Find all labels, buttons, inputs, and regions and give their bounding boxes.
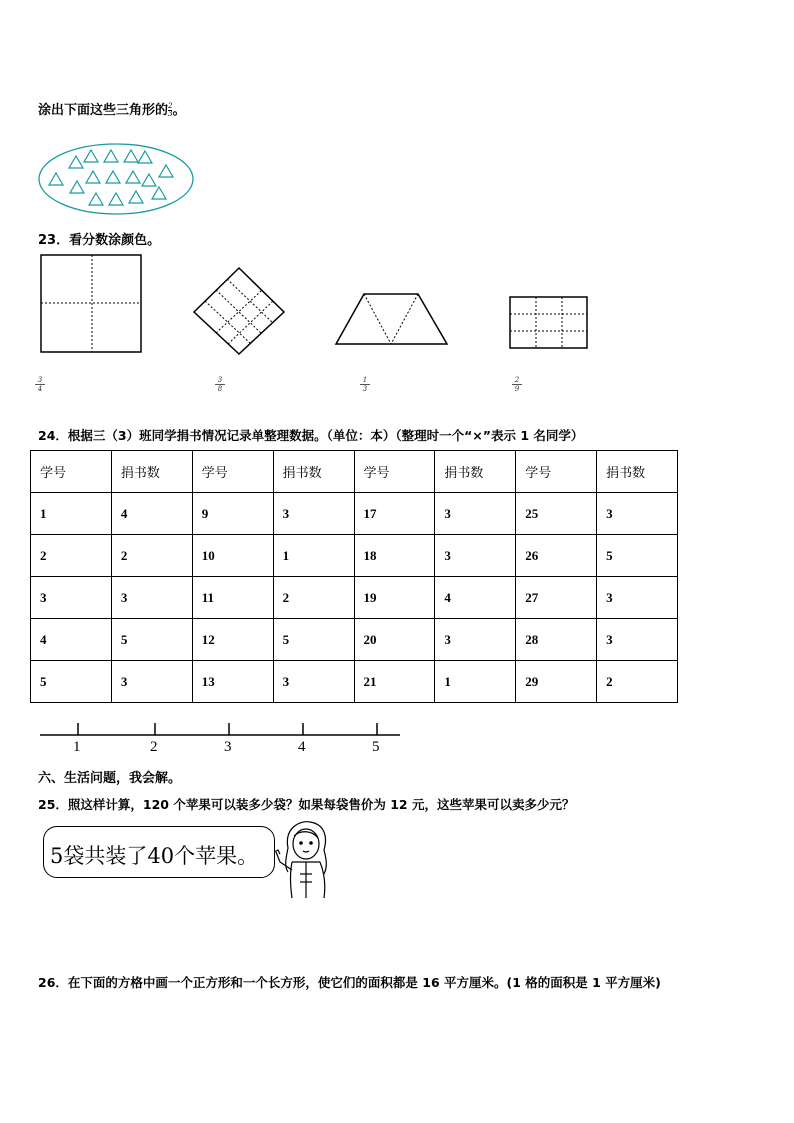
table-cell: 19 — [354, 577, 435, 619]
table-cell: 25 — [516, 493, 597, 535]
table-header-cell: 捐书数 — [111, 451, 192, 493]
triangle — [138, 151, 152, 163]
table-cell: 5 — [597, 535, 678, 577]
axis-tick-label: 3 — [224, 739, 232, 755]
table-cell: 5 — [31, 661, 112, 703]
triangle — [49, 173, 63, 185]
q23-fraction-1: $\frac{3}{4}$ — [35, 376, 45, 393]
table-header-cell: 学号 — [354, 451, 435, 493]
q23-trapezoid-figure — [334, 292, 450, 346]
triangle — [129, 191, 143, 203]
table-cell: 1 — [273, 535, 354, 577]
table-header-cell: 捐书数 — [597, 451, 678, 493]
table-row — [31, 535, 678, 577]
q26-title: 26．在下面的方格中画一个正方形和一个长方形，使它们的面积都是 16 平方厘米。(1 格的面积是 1 平方厘米) — [38, 975, 661, 990]
table-cell: 5 — [111, 619, 192, 661]
table-cell: 2 — [597, 661, 678, 703]
table-cell: 4 — [31, 619, 112, 661]
table-cell: 17 — [354, 493, 435, 535]
table-header-row — [31, 451, 678, 493]
table-cell: 20 — [354, 619, 435, 661]
table-cell: 27 — [516, 577, 597, 619]
q22-fraction: $\frac{2}{3}$ — [168, 102, 173, 118]
triangle — [89, 193, 103, 205]
table-row — [31, 493, 678, 535]
table-header-cell: 捐书数 — [435, 451, 516, 493]
table-cell: 3 — [31, 577, 112, 619]
triangle — [69, 156, 83, 168]
tally-axis — [38, 720, 402, 740]
triangle-group-ellipse — [39, 144, 193, 214]
table-cell: 2 — [273, 577, 354, 619]
axis-tick-label: 5 — [372, 739, 380, 755]
q22-instruction — [38, 99, 186, 118]
table-cell: 4 — [111, 493, 192, 535]
q23-title: 23．看分数涂颜色。 — [38, 233, 161, 248]
triangle — [104, 150, 118, 162]
axis-tick-label: 2 — [150, 739, 158, 755]
table-cell: 3 — [435, 619, 516, 661]
table-cell: 3 — [597, 577, 678, 619]
table-cell: 2 — [111, 535, 192, 577]
triangle — [86, 171, 100, 183]
table-cell: 3 — [273, 661, 354, 703]
table-cell: 3 — [273, 493, 354, 535]
q22-text-suffix: 。 — [172, 103, 186, 118]
table-cell: 1 — [435, 661, 516, 703]
axis-tick-label: 1 — [73, 739, 81, 755]
table-row — [31, 661, 678, 703]
table-cell: 29 — [516, 661, 597, 703]
triangle — [70, 181, 84, 193]
table-cell: 9 — [192, 493, 273, 535]
table-cell: 5 — [273, 619, 354, 661]
table-cell: 3 — [111, 577, 192, 619]
q23-fraction-4: $\frac{2}{9}$ — [512, 376, 522, 393]
triangle — [152, 187, 166, 199]
triangle-group — [49, 150, 173, 205]
section6-title: 六、生活问题，我会解。 — [38, 771, 182, 786]
table-cell: 3 — [111, 661, 192, 703]
table-cell: 26 — [516, 535, 597, 577]
table-header-cell: 学号 — [192, 451, 273, 493]
table-cell: 3 — [597, 619, 678, 661]
table-header-cell: 学号 — [516, 451, 597, 493]
table-header-cell: 学号 — [31, 451, 112, 493]
triangle — [126, 171, 140, 183]
q23-fraction-3: $\frac{1}{3}$ — [360, 376, 370, 393]
q22-text-prefix: 涂出下面这些三角形的 — [38, 103, 169, 118]
triangle — [124, 150, 138, 162]
triangle — [159, 165, 173, 177]
table-cell: 10 — [192, 535, 273, 577]
table-header-cell: 捐书数 — [273, 451, 354, 493]
table-cell: 3 — [597, 493, 678, 535]
table-cell: 3 — [435, 493, 516, 535]
table-cell: 21 — [354, 661, 435, 703]
q23-rectangle-figure — [509, 296, 589, 350]
table-row — [31, 619, 678, 661]
table-cell: 2 — [31, 535, 112, 577]
triangle — [109, 193, 123, 205]
axis-tick-label: 4 — [298, 739, 306, 755]
donation-table — [30, 450, 678, 703]
q23-diamond-figure — [192, 266, 286, 356]
q22-triangles-figure — [36, 141, 196, 217]
table-cell: 1 — [31, 493, 112, 535]
table-cell: 18 — [354, 535, 435, 577]
triangle — [142, 174, 156, 186]
triangle — [84, 150, 98, 162]
q23-square-figure — [40, 254, 144, 354]
speech-bubble-text: 5袋共装了40个苹果。 — [50, 844, 259, 868]
table-row — [31, 577, 678, 619]
table-cell: 13 — [192, 661, 273, 703]
table-cell: 28 — [516, 619, 597, 661]
table-cell: 3 — [435, 535, 516, 577]
table-cell: 11 — [192, 577, 273, 619]
q24-title: 24．根据三（3）班同学捐书情况记录单整理数据。（单位：本）（整理时一个“×”表示 1 名同学） — [38, 428, 584, 443]
q25-title: 25．照这样计算，120 个苹果可以装多少袋？如果每袋售价为 12 元，这些苹果可以卖多少元？ — [38, 797, 575, 812]
table-cell: 12 — [192, 619, 273, 661]
girl-illustration — [270, 818, 340, 900]
table-cell: 4 — [435, 577, 516, 619]
triangle — [106, 171, 120, 183]
q23-fraction-2: $\frac{3}{8}$ — [215, 376, 225, 393]
